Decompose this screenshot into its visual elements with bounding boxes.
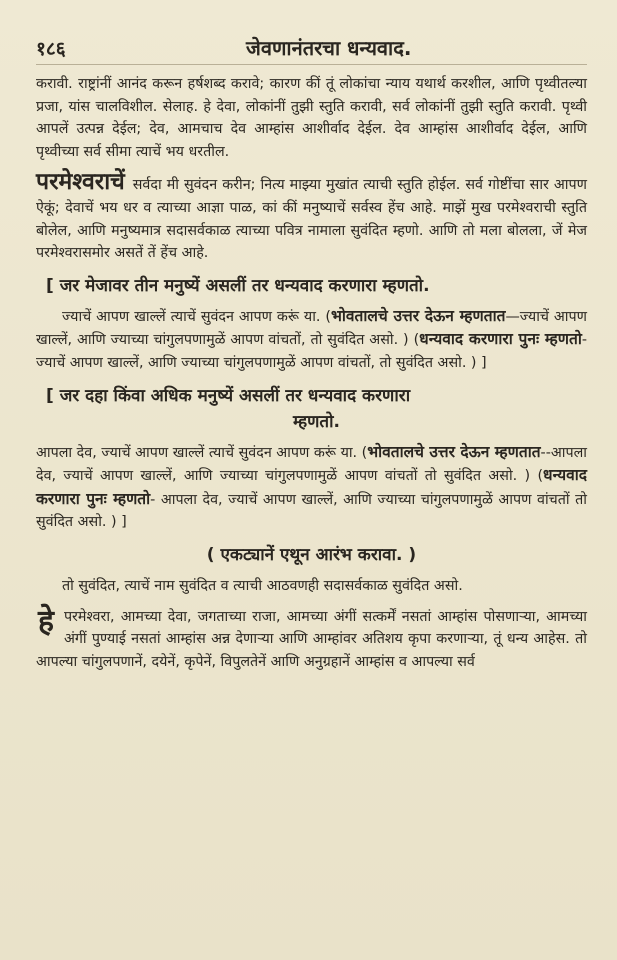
rubric-ten-persons [46, 383, 587, 435]
running-head: जेवणानंतरचा धन्यवाद. [246, 36, 412, 60]
section-text: --आपला देव, ज्याचें आपण खाल्लें, आणि ज्याच्या चांगुलपणामुळें आपण वांचतों तो सुवंदित असो. ) ( [36, 444, 587, 485]
response-instruction: भोवतालचे उत्तर देऊन म्हणतात [330, 306, 506, 325]
paragraph-lead-word: परमेश्वराचें [36, 169, 125, 196]
leader-instruction: धन्यवाद करणारा पुनः म्हणतो [36, 466, 587, 508]
section-text: —ज्याचें आपण खाल्लें, आणि ज्याच्या चांगुलपणामुळें आपण वांचतों, तो सुवंदित असो. ) ( [36, 308, 587, 349]
paragraph-blessing: तो सुवंदित, त्याचें नाम सुवंदित व त्याची आठवणही सदासर्वकाळ सुवंदित असो. [62, 577, 463, 594]
section-ten-persons [36, 441, 587, 534]
paragraph-text: सर्वदा मी सुवंदन करीन; नित्य माझ्या मुखांत त्याची स्तुति होईल. सर्व गोष्टींचा सार आपण ऐकूं; देवाचें भय धर व त्याच्या आज्ञा पाळ, कां कीं मनुष्याचें सर्वस्व हेंच आहे. माझें मुख परमेश्वराची स्तुति बोलेल, आणि मनुष्यमात्र सदासर्वकाळ त्याच्या पवित्र नामाला सुवंदित म्हणो. आणि तो मला बोलला, जें मेज परमेश्वरासमोर असतें तें हेंच आहे. [36, 177, 587, 262]
rubric-line: म्हणतो. [292, 411, 340, 432]
section-text: -ज्याचें आपण खाल्लें, आणि ज्याच्या चांगुलपणामुळें आपण वांचतों, तो सुवंदित असो. ) ] [36, 332, 588, 371]
section-text: - आपला देव, ज्याचें आपण खाल्लें, आणि ज्याच्या चांगुलपणामुळें आपण वांचतों तो सुवंदित असो. ) ] [36, 491, 587, 531]
page-number: १८६ [36, 38, 66, 60]
paragraph-psalm: करावी. राष्ट्रांनीं आनंद करून हर्षशब्द करावे; कारण कीं तूं लोकांचा न्याय यथार्थ करशील, आणि पृथ्वीतल्या प्रजा, यांस चालविशील. सेलाह. हे देवा, लोकांनीं तुझी स्तुति करावी, सर्व लोकांनीं तुझी स्तुति करावी. पृथ्वी आपलें उत्पन्न देईल; देव, आमचाच देव आम्हांस आशीर्वाद देईल. देव आम्हांस आशीर्वाद देईल, आणि पृथ्वीच्या सर्व सीमा त्याचें भय धरतील. [36, 76, 587, 160]
rubric-line: [ जर दहा किंवा अधिक मनुष्यें असलीं तर धन्यवाद करणारा [46, 385, 411, 406]
response-instruction: भोवतालचे उत्तर देऊन म्हणतात [367, 442, 541, 461]
leader-instruction: धन्यवाद करणारा पुनः म्हणतो [419, 330, 582, 349]
section-three-persons [36, 305, 587, 375]
drop-initial: हे [38, 603, 54, 639]
section-text: ज्याचें आपण खाल्लें त्याचें सुवंदन आपण करूं या. ( [62, 308, 331, 325]
paragraph-praise [36, 171, 587, 264]
paragraph-text: परमेश्वरा, आमच्या देवा, जगताच्या राजा, आमच्या अंगीं सत्कर्में नसतां आम्हांस पोसणाऱ्या, आमच्या अंगीं पुण्याई नसतां आम्हांस अन्न देणाऱ्या आणि आम्हांवर अतिशय कृपा करणाऱ्या, तूं धन्य आहेस. तो आपल्या चांगुलपणानें, दयेनें, कृपेनें, विपुलतेनें आणि अनुग्रहानें आम्हांस व आपल्या सर्व [36, 608, 587, 670]
rubric-three-persons: [ जर मेजावर तीन मनुष्यें असलीं तर धन्यवाद करणारा म्हणतो. [46, 275, 430, 296]
paragraph-prayer [36, 603, 587, 674]
page-header [36, 34, 587, 65]
solo-instruction: ( एकट्यानें एथून आरंभ करावा. ) [206, 544, 417, 565]
section-text: आपला देव, ज्याचें आपण खाल्लें त्याचें सुवंदन आपण करूं या. ( [36, 444, 368, 461]
